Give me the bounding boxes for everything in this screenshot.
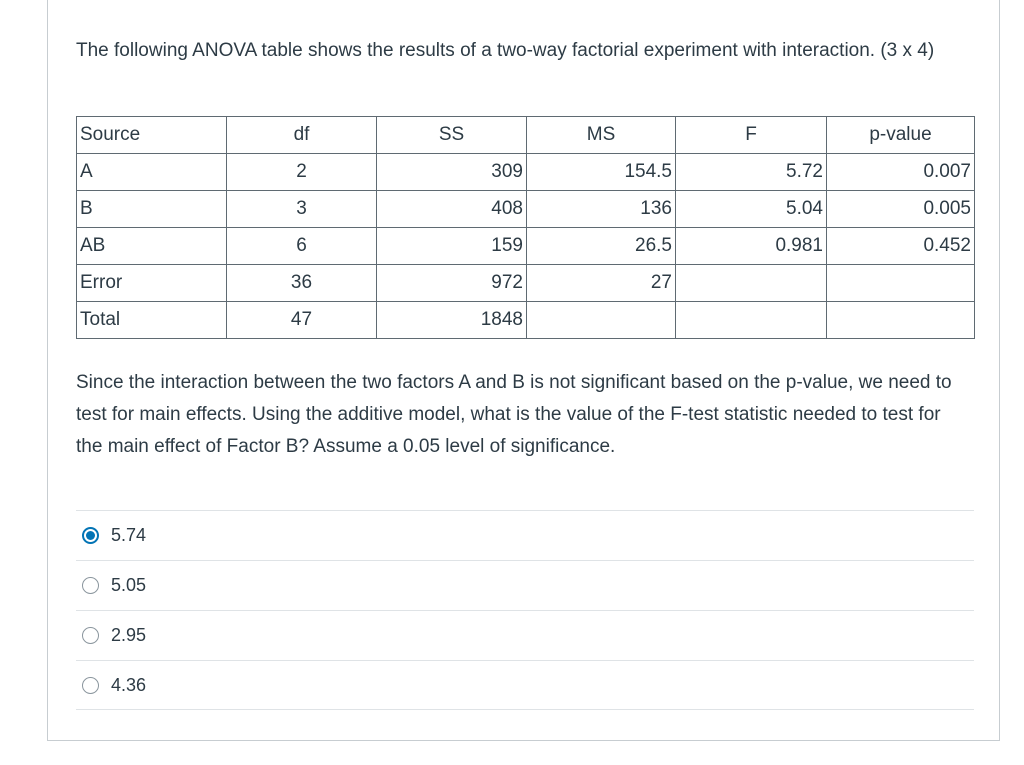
cell-ss: 159 — [377, 228, 527, 265]
radio-icon[interactable] — [82, 627, 99, 644]
cell-ss: 972 — [377, 265, 527, 302]
answer-label[interactable]: 2.95 — [111, 625, 147, 645]
header-df: df — [227, 117, 377, 154]
header-ms: MS — [527, 117, 676, 154]
cell-f: 5.04 — [676, 191, 827, 228]
cell-ms — [527, 302, 676, 339]
answer-label[interactable]: 5.74 — [111, 525, 147, 545]
radio-icon[interactable] — [82, 677, 99, 694]
cell-p — [827, 302, 975, 339]
cell-df: 6 — [227, 228, 377, 265]
cell-ms: 154.5 — [527, 154, 676, 191]
answer-option[interactable] — [76, 610, 974, 660]
cell-p — [827, 265, 975, 302]
table-row — [77, 191, 975, 228]
table-row — [77, 154, 975, 191]
cell-ss: 408 — [377, 191, 527, 228]
anova-table — [76, 116, 975, 339]
cell-f — [676, 302, 827, 339]
cell-ms: 26.5 — [527, 228, 676, 265]
header-f: F — [676, 117, 827, 154]
cell-source: Total — [77, 302, 227, 339]
table-header-row — [77, 117, 975, 154]
cell-ss: 1848 — [377, 302, 527, 339]
answer-option[interactable] — [76, 660, 974, 710]
cell-source: B — [77, 191, 227, 228]
cell-p: 0.452 — [827, 228, 975, 265]
cell-f: 5.72 — [676, 154, 827, 191]
answer-list — [76, 510, 974, 710]
table-row — [77, 302, 975, 339]
cell-source: Error — [77, 265, 227, 302]
header-p-value: p-value — [827, 117, 975, 154]
cell-ms: 136 — [527, 191, 676, 228]
cell-df: 2 — [227, 154, 377, 191]
answer-option[interactable] — [76, 510, 974, 560]
cell-f — [676, 265, 827, 302]
cell-source: AB — [77, 228, 227, 265]
cell-p: 0.007 — [827, 154, 975, 191]
answer-label[interactable]: 4.36 — [111, 674, 147, 695]
cell-ms: 27 — [527, 265, 676, 302]
question-intro: The following ANOVA table shows the results of a two-way factorial experiment with interaction. (3 x 4) — [76, 40, 935, 61]
header-ss: SS — [377, 117, 527, 154]
table-row — [77, 228, 975, 265]
answer-label[interactable]: 5.05 — [111, 575, 147, 595]
cell-df: 47 — [227, 302, 377, 339]
cell-df: 3 — [227, 191, 377, 228]
cell-ss: 309 — [377, 154, 527, 191]
cell-df: 36 — [227, 265, 377, 302]
question-text: Since the interaction between the two factors A and B is not significant based on the p-value, we need to test for main effects. Using the additive model, what is the value of the F-test statistic needed to test for the main effect of Factor B? Assume a 0.05 level of significance. — [76, 372, 952, 457]
cell-p: 0.005 — [827, 191, 975, 228]
cell-f: 0.981 — [676, 228, 827, 265]
header-source: Source — [77, 117, 227, 154]
answer-option[interactable] — [76, 560, 974, 610]
table-row — [77, 265, 975, 302]
radio-icon[interactable] — [82, 577, 99, 594]
cell-source: A — [77, 154, 227, 191]
radio-selected-icon[interactable] — [82, 527, 99, 544]
